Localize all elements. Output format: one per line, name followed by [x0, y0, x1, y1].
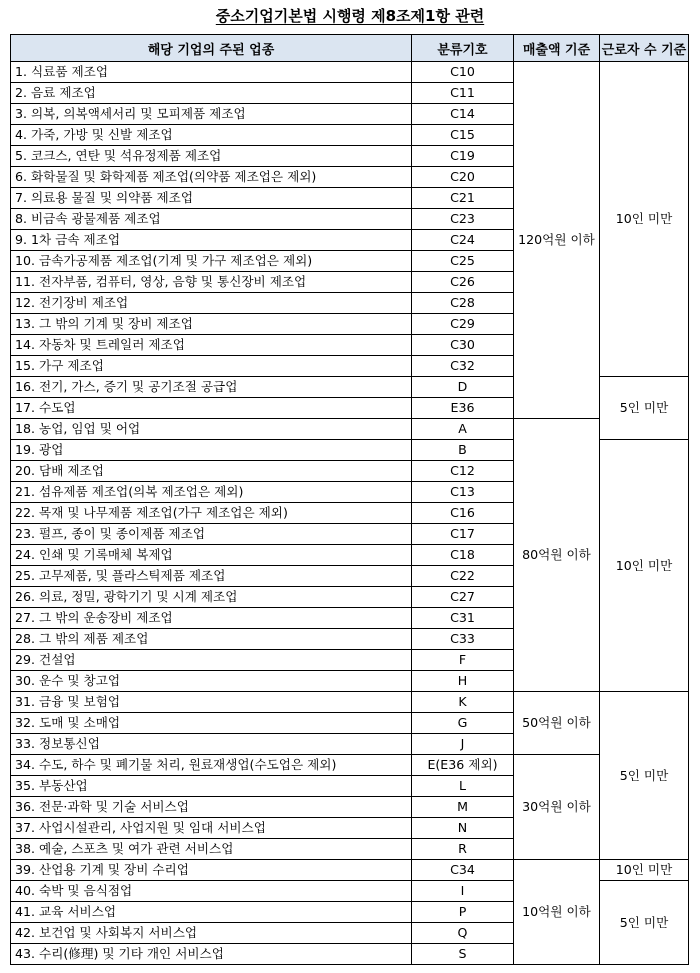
industry-cell: 30. 운수 및 창고업	[11, 671, 412, 692]
classification-code-cell: H	[412, 671, 514, 692]
industry-cell: 32. 도매 및 소매업	[11, 713, 412, 734]
classification-code-cell: F	[412, 650, 514, 671]
classification-code-cell: C19	[412, 146, 514, 167]
revenue-criteria-cell: 120억원 이하	[514, 62, 600, 419]
classification-code-cell: I	[412, 881, 514, 902]
classification-code-cell: B	[412, 440, 514, 461]
classification-code-cell: C25	[412, 251, 514, 272]
industry-criteria-table	[10, 34, 689, 965]
industry-cell: 36. 전문·과학 및 기술 서비스업	[11, 797, 412, 818]
classification-code-cell: C28	[412, 293, 514, 314]
classification-code-cell: C15	[412, 125, 514, 146]
industry-cell: 12. 전기장비 제조업	[11, 293, 412, 314]
industry-cell: 16. 전기, 가스, 증기 및 공기조절 공급업	[11, 377, 412, 398]
industry-cell: 11. 전자부품, 컴퓨터, 영상, 음향 및 통신장비 제조업	[11, 272, 412, 293]
industry-cell: 40. 숙박 및 음식점업	[11, 881, 412, 902]
classification-code-cell: C14	[412, 104, 514, 125]
industry-cell: 14. 자동차 및 트레일러 제조업	[11, 335, 412, 356]
classification-code-cell: C22	[412, 566, 514, 587]
industry-cell: 28. 그 밖의 제품 제조업	[11, 629, 412, 650]
industry-cell: 29. 건설업	[11, 650, 412, 671]
classification-code-cell: J	[412, 734, 514, 755]
employee-criteria-cell: 5인 미만	[600, 692, 689, 860]
classification-code-cell: A	[412, 419, 514, 440]
classification-code-cell: R	[412, 839, 514, 860]
classification-code-cell: E36	[412, 398, 514, 419]
classification-code-cell: C11	[412, 83, 514, 104]
classification-code-cell: C32	[412, 356, 514, 377]
classification-code-cell: Q	[412, 923, 514, 944]
table-body	[11, 62, 689, 965]
classification-code-cell: C13	[412, 482, 514, 503]
industry-cell: 43. 수리(修理) 및 기타 개인 서비스업	[11, 944, 412, 965]
industry-cell: 10. 금속가공제품 제조업(기계 및 가구 제조업은 제외)	[11, 251, 412, 272]
industry-cell: 1. 식료품 제조업	[11, 62, 412, 83]
classification-code-cell: P	[412, 902, 514, 923]
classification-code-cell: C29	[412, 314, 514, 335]
classification-code-cell: S	[412, 944, 514, 965]
industry-cell: 15. 가구 제조업	[11, 356, 412, 377]
employee-criteria-cell: 5인 미만	[600, 377, 689, 440]
employee-criteria-cell: 5인 미만	[600, 881, 689, 965]
classification-code-cell: E(E36 제외)	[412, 755, 514, 776]
revenue-criteria-cell: 10억원 이하	[514, 860, 600, 965]
employee-criteria-cell: 10인 미만	[600, 440, 689, 692]
classification-code-cell: C17	[412, 524, 514, 545]
industry-cell: 24. 인쇄 및 기록매체 복제업	[11, 545, 412, 566]
table-row	[11, 692, 689, 713]
industry-cell: 8. 비금속 광물제품 제조업	[11, 209, 412, 230]
table-row	[11, 62, 689, 83]
header-industry: 해당 기업의 주된 업종	[11, 35, 412, 62]
industry-cell: 6. 화학물질 및 화학제품 제조업(의약품 제조업은 제외)	[11, 167, 412, 188]
table-row	[11, 755, 689, 776]
classification-code-cell: N	[412, 818, 514, 839]
industry-cell: 18. 농업, 임업 및 어업	[11, 419, 412, 440]
industry-cell: 38. 예술, 스포츠 및 여가 관련 서비스업	[11, 839, 412, 860]
classification-code-cell: C24	[412, 230, 514, 251]
classification-code-cell: C31	[412, 608, 514, 629]
classification-code-cell: C34	[412, 860, 514, 881]
industry-cell: 7. 의료용 물질 및 의약품 제조업	[11, 188, 412, 209]
employee-criteria-cell: 10인 미만	[600, 62, 689, 377]
industry-cell: 9. 1차 금속 제조업	[11, 230, 412, 251]
classification-code-cell: C12	[412, 461, 514, 482]
header-employees: 근로자 수 기준	[600, 35, 689, 62]
industry-cell: 31. 금융 및 보험업	[11, 692, 412, 713]
table-row	[11, 860, 689, 881]
industry-cell: 41. 교육 서비스업	[11, 902, 412, 923]
industry-cell: 21. 섬유제품 제조업(의복 제조업은 제외)	[11, 482, 412, 503]
industry-cell: 22. 목재 및 나무제품 제조업(가구 제조업은 제외)	[11, 503, 412, 524]
employee-criteria-cell: 10인 미만	[600, 860, 689, 881]
industry-cell: 23. 펄프, 종이 및 종이제품 제조업	[11, 524, 412, 545]
table-row	[11, 419, 689, 440]
industry-cell: 42. 보건업 및 사회복지 서비스업	[11, 923, 412, 944]
classification-code-cell: C30	[412, 335, 514, 356]
industry-cell: 34. 수도, 하수 및 폐기물 처리, 원료재생업(수도업은 제외)	[11, 755, 412, 776]
industry-cell: 4. 가죽, 가방 및 신발 제조업	[11, 125, 412, 146]
classification-code-cell: C16	[412, 503, 514, 524]
classification-code-cell: L	[412, 776, 514, 797]
industry-cell: 37. 사업시설관리, 사업지원 및 임대 서비스업	[11, 818, 412, 839]
classification-code-cell: C33	[412, 629, 514, 650]
document-title: 중소기업기본법 시행령 제8조제1항 관련	[215, 7, 485, 25]
industry-cell: 13. 그 밖의 기계 및 장비 제조업	[11, 314, 412, 335]
industry-cell: 3. 의복, 의복액세서리 및 모피제품 제조업	[11, 104, 412, 125]
classification-code-cell: C26	[412, 272, 514, 293]
industry-cell: 5. 코크스, 연탄 및 석유정제품 제조업	[11, 146, 412, 167]
industry-cell: 33. 정보통신업	[11, 734, 412, 755]
industry-cell: 39. 산업용 기계 및 장비 수리업	[11, 860, 412, 881]
revenue-criteria-cell: 30억원 이하	[514, 755, 600, 860]
classification-code-cell: K	[412, 692, 514, 713]
industry-cell: 35. 부동산업	[11, 776, 412, 797]
industry-cell: 26. 의료, 정밀, 광학기기 및 시계 제조업	[11, 587, 412, 608]
classification-code-cell: C23	[412, 209, 514, 230]
revenue-criteria-cell: 50억원 이하	[514, 692, 600, 755]
header-code: 분류기호	[412, 35, 514, 62]
classification-code-cell: G	[412, 713, 514, 734]
revenue-criteria-cell: 80억원 이하	[514, 419, 600, 692]
industry-cell: 2. 음료 제조업	[11, 83, 412, 104]
header-row	[11, 35, 689, 62]
industry-cell: 17. 수도업	[11, 398, 412, 419]
classification-code-cell: D	[412, 377, 514, 398]
industry-cell: 19. 광업	[11, 440, 412, 461]
classification-code-cell: C10	[412, 62, 514, 83]
industry-cell: 20. 담배 제조업	[11, 461, 412, 482]
classification-code-cell: C18	[412, 545, 514, 566]
classification-code-cell: C21	[412, 188, 514, 209]
header-revenue: 매출액 기준	[514, 35, 600, 62]
industry-cell: 25. 고무제품, 및 플라스틱제품 제조업	[11, 566, 412, 587]
industry-cell: 27. 그 밖의 운송장비 제조업	[11, 608, 412, 629]
classification-code-cell: C20	[412, 167, 514, 188]
classification-code-cell: C27	[412, 587, 514, 608]
classification-code-cell: M	[412, 797, 514, 818]
